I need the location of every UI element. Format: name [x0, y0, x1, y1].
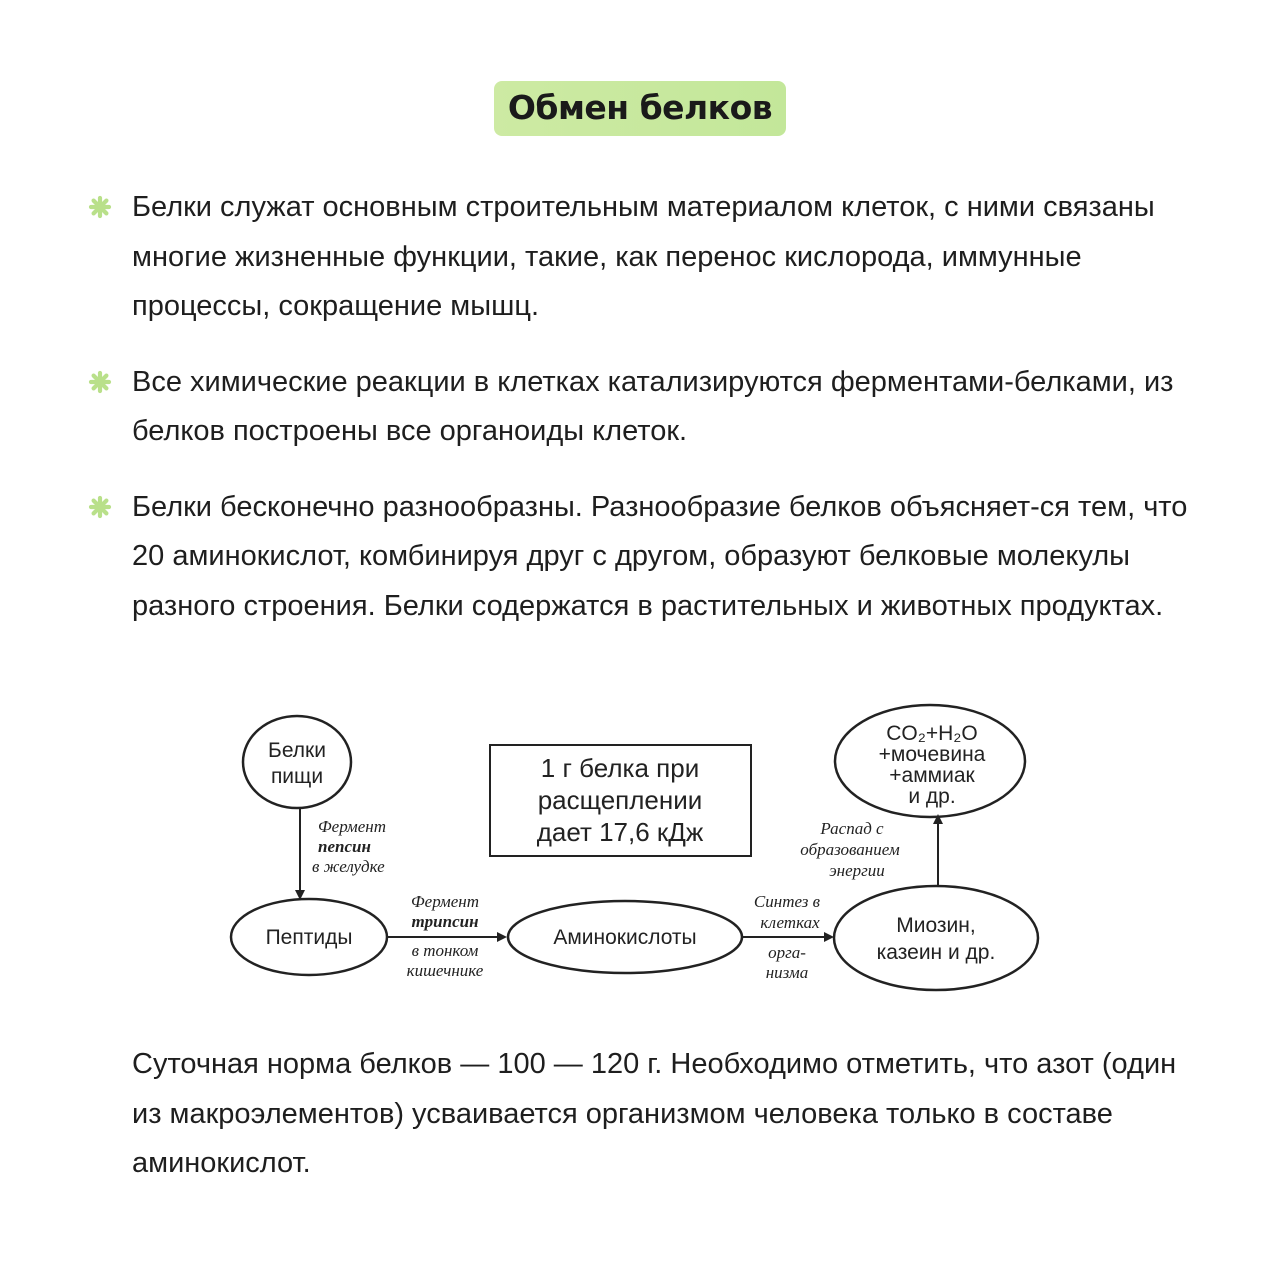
peptides-label: Пептиды [265, 926, 353, 949]
breakdown-label: образованием [800, 840, 900, 859]
products-label: +аммиак [889, 764, 975, 787]
food-proteins-node [243, 716, 351, 808]
products-label: CO₂+H₂O [886, 722, 978, 745]
myosin-label: Миозин, [896, 914, 976, 937]
asterisk-icon [88, 495, 112, 519]
pepsin-label: пепсин [318, 837, 371, 856]
footer-paragraph: Суточная норма белков — 100 — 120 г. Необходимо отметить, что азот (один из макроэлементов) усваивается организмом человека только в составе аминокислот. [132, 1048, 1177, 1179]
energy-info-text: 1 г белка при [540, 753, 700, 783]
synthesis-label: низма [765, 963, 809, 982]
asterisk-icon [88, 195, 112, 219]
synthesis-label: клетках [760, 913, 820, 932]
protein-metabolism-diagram [220, 688, 1060, 1008]
myosin-label: казеин и др. [876, 941, 996, 964]
energy-info-text: дает 17,6 кДж [536, 817, 704, 847]
amino-acids-label: Аминокислоты [553, 926, 697, 949]
bullet-list [88, 183, 1208, 657]
breakdown-label: Распад с [820, 819, 884, 838]
bullet-text: Все химические реакции в клетках катализируются ферментами-белками, из белков построены все органоиды клеток. [132, 365, 1174, 447]
food-proteins-label: Белки [268, 739, 326, 762]
synthesis-label: Синтез в [753, 892, 821, 911]
bullet-text: Белки бесконечно разнообразны. Разнообразие белков объясняет-ся тем, что 20 аминокислот, комбинируя друг с другом, образуют белковые молекулы разного строения. Белки содержатся в растительных и животных продуктах. [132, 490, 1188, 622]
trypsin-label: Фермент [411, 892, 479, 911]
title-container [0, 81, 1280, 136]
myosin-node [834, 886, 1038, 990]
trypsin-label: в тонком [411, 941, 479, 960]
bullet-item [88, 183, 1208, 332]
energy-info-text: расщеплении [537, 785, 703, 815]
bullet-item [88, 358, 1208, 457]
asterisk-icon [88, 370, 112, 394]
trypsin-label: кишечнике [406, 961, 484, 980]
breakdown-label: энергии [829, 861, 885, 880]
pepsin-label: в желудке [312, 857, 385, 876]
bullet-text: Белки служат основным строительным материалом клеток, с ними связаны многие жизненные функции, такие, как перенос кислорода, иммунные процессы, сокращение мышц. [132, 191, 1155, 322]
products-label: и др. [908, 785, 956, 808]
synthesis-label: орга- [768, 943, 806, 962]
food-proteins-label: пищи [270, 765, 324, 788]
bullet-item [88, 483, 1208, 632]
trypsin-label: трипсин [411, 912, 479, 931]
page-title: Обмен белков [494, 81, 786, 136]
products-label: +мочевина [878, 743, 986, 766]
pepsin-label: Фермент [318, 817, 386, 836]
